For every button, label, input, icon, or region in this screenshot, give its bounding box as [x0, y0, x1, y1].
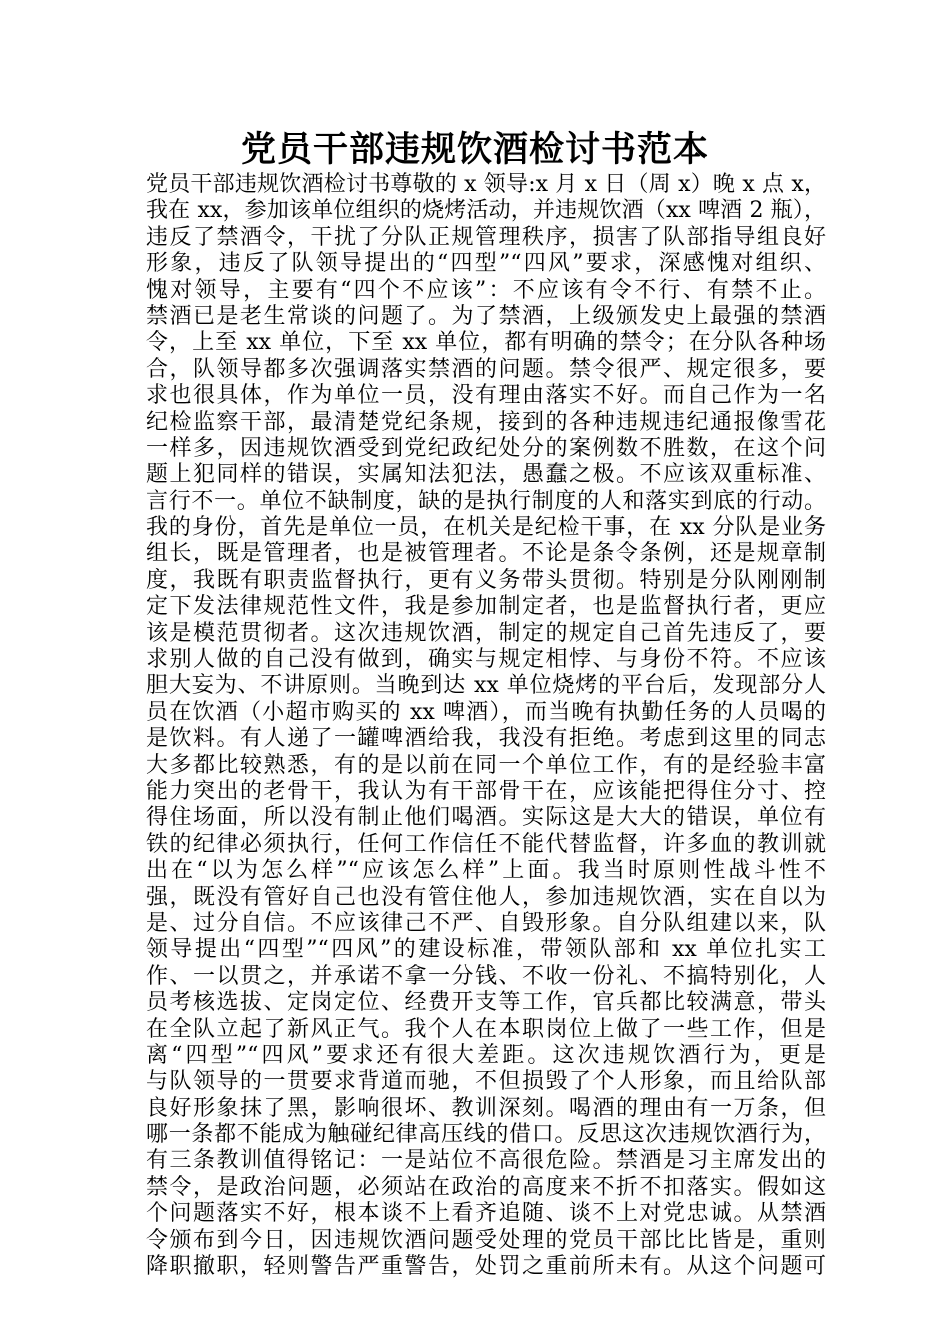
body-line: 领导提出“四型”“四风”的建设标准，带领队部和 xx 单位扎实工 — [146, 937, 826, 963]
body-line: 降职撤职，轻则警告严重警告，处罚之重前所未有。从这个问题可 — [146, 1254, 826, 1280]
body-line: 是、过分自信。不应该律己不严、自毁形象。自分队组建以来，队 — [146, 910, 826, 936]
body-line: 求别人做的自己没有做到，确实与规定相悖、与身份不符。不应该 — [146, 647, 826, 673]
body-line: 员在饮酒（小超市购买的 xx 啤酒），而当晚有执勤任务的人员喝的 — [146, 699, 826, 725]
body-line: 员考核选拔、定岗定位、经费开支等工作，官兵都比较满意，带头 — [146, 990, 826, 1016]
body-line: 令颁布到今日，因违规饮酒问题受处理的党员干部比比皆是，重则 — [146, 1227, 826, 1253]
body-line: 愧对领导，主要有“四个不应该”：不应该有令不行、有禁不止。 — [146, 277, 826, 303]
body-line: 纪检监察干部，最清楚党纪条规，接到的各种违规违纪通报像雪花 — [146, 409, 826, 435]
body-line: 与队领导的一贯要求背道而驰，不但损毁了个人形象，而且给队部 — [146, 1069, 826, 1095]
body-line: 言行不一。单位不缺制度，缺的是执行制度的人和落实到底的行动。 — [146, 488, 826, 514]
body-line: 定下发法律规范性文件，我是参加制定者，也是监督执行者，更应 — [146, 594, 826, 620]
body-line: 胆大妄为、不讲原则。当晚到达 xx 单位烧烤的平台后，发现部分人 — [146, 673, 826, 699]
body-line: 禁酒已是老生常谈的问题了。为了禁酒，上级颁发史上最强的禁酒 — [146, 303, 826, 329]
body-line: 强，既没有管好自己也没有管住他人，参加违规饮酒，实在自以为 — [146, 884, 826, 910]
body-line: 得住场面，所以没有制止他们喝酒。实际这是大大的错误，单位有 — [146, 805, 826, 831]
body-line: 题上犯同样的错误，实属知法犯法，愚蠢之极。不应该双重标准、 — [146, 462, 826, 488]
body-line: 组长，既是管理者，也是被管理者。不论是条令条例，还是规章制 — [146, 541, 826, 567]
body-line: 令，上至 xx 单位，下至 xx 单位，都有明确的禁令；在分队各种场 — [146, 330, 826, 356]
body-line: 个问题落实不好，根本谈不上看齐追随、谈不上对党忠诚。从禁酒 — [146, 1201, 826, 1227]
body-line: 一样多，因违规饮酒受到党纪政纪处分的案例数不胜数，在这个问 — [146, 435, 826, 461]
body-line: 离“四型”“四风”要求还有很大差距。这次违规饮酒行为，更是 — [146, 1042, 826, 1068]
body-line: 良好形象抹了黑，影响很坏、教训深刻。喝酒的理由有一万条，但 — [146, 1095, 826, 1121]
body-line: 党员干部违规饮酒检讨书尊敬的 x 领导:x 月 x 日（周 x）晚 x 点 x， — [146, 172, 826, 197]
document-body — [146, 172, 826, 1280]
document-title: 党员干部违规饮酒检讨书范本 — [240, 130, 709, 170]
body-line: 形象，违反了队领导提出的“四型”“四风”要求，深感愧对组织、 — [146, 251, 826, 277]
body-line: 违反了禁酒令，干扰了分队正规管理秩序，损害了队部指导组良好 — [146, 224, 826, 250]
body-line: 是饮料。有人递了一罐啤酒给我，我没有拒绝。考虑到这里的同志 — [146, 726, 826, 752]
body-line: 求也很具体，作为单位一员，没有理由落实不好。而自己作为一名 — [146, 383, 826, 409]
body-line: 合，队领导都多次强调落实禁酒的问题。禁令很严、规定很多，要 — [146, 356, 826, 382]
body-line: 有三条教训值得铭记：一是站位不高很危险。禁酒是习主席发出的 — [146, 1148, 826, 1174]
body-line: 度，我既有职责监督执行，更有义务带头贯彻。特别是分队刚刚制 — [146, 567, 826, 593]
body-line: 作、一以贯之，并承诺不拿一分钱、不收一份礼、不搞特别化，人 — [146, 963, 826, 989]
body-line: 我的身份，首先是单位一员，在机关是纪检干事，在 xx 分队是业务 — [146, 515, 826, 541]
body-line: 铁的纪律必须执行，任何工作信任不能代替监督，许多血的教训就 — [146, 831, 826, 857]
body-line: 在全队立起了新风正气。我个人在本职岗位上做了一些工作，但是 — [146, 1016, 826, 1042]
body-line: 该是模范贯彻者。这次违规饮酒，制定的规定自己首先违反了，要 — [146, 620, 826, 646]
body-line: 我在 xx，参加该单位组织的烧烤活动，并违规饮酒（xx 啤酒 2 瓶）， — [146, 198, 826, 224]
body-line: 出在“以为怎么样”“应该怎么样”上面。我当时原则性战斗性不 — [146, 858, 826, 884]
body-line: 哪一条都不能成为触碰纪律高压线的借口。反思这次违规饮酒行为， — [146, 1122, 826, 1148]
body-line: 大多都比较熟悉，有的是以前在同一个单位工作，有的是经验丰富 — [146, 752, 826, 778]
body-line: 禁令，是政治问题，必须站在政治的高度来不折不扣落实。假如这 — [146, 1174, 826, 1200]
body-line: 能力突出的老骨干，我认为有干部骨干在，应该能把得住分寸、控 — [146, 778, 826, 804]
